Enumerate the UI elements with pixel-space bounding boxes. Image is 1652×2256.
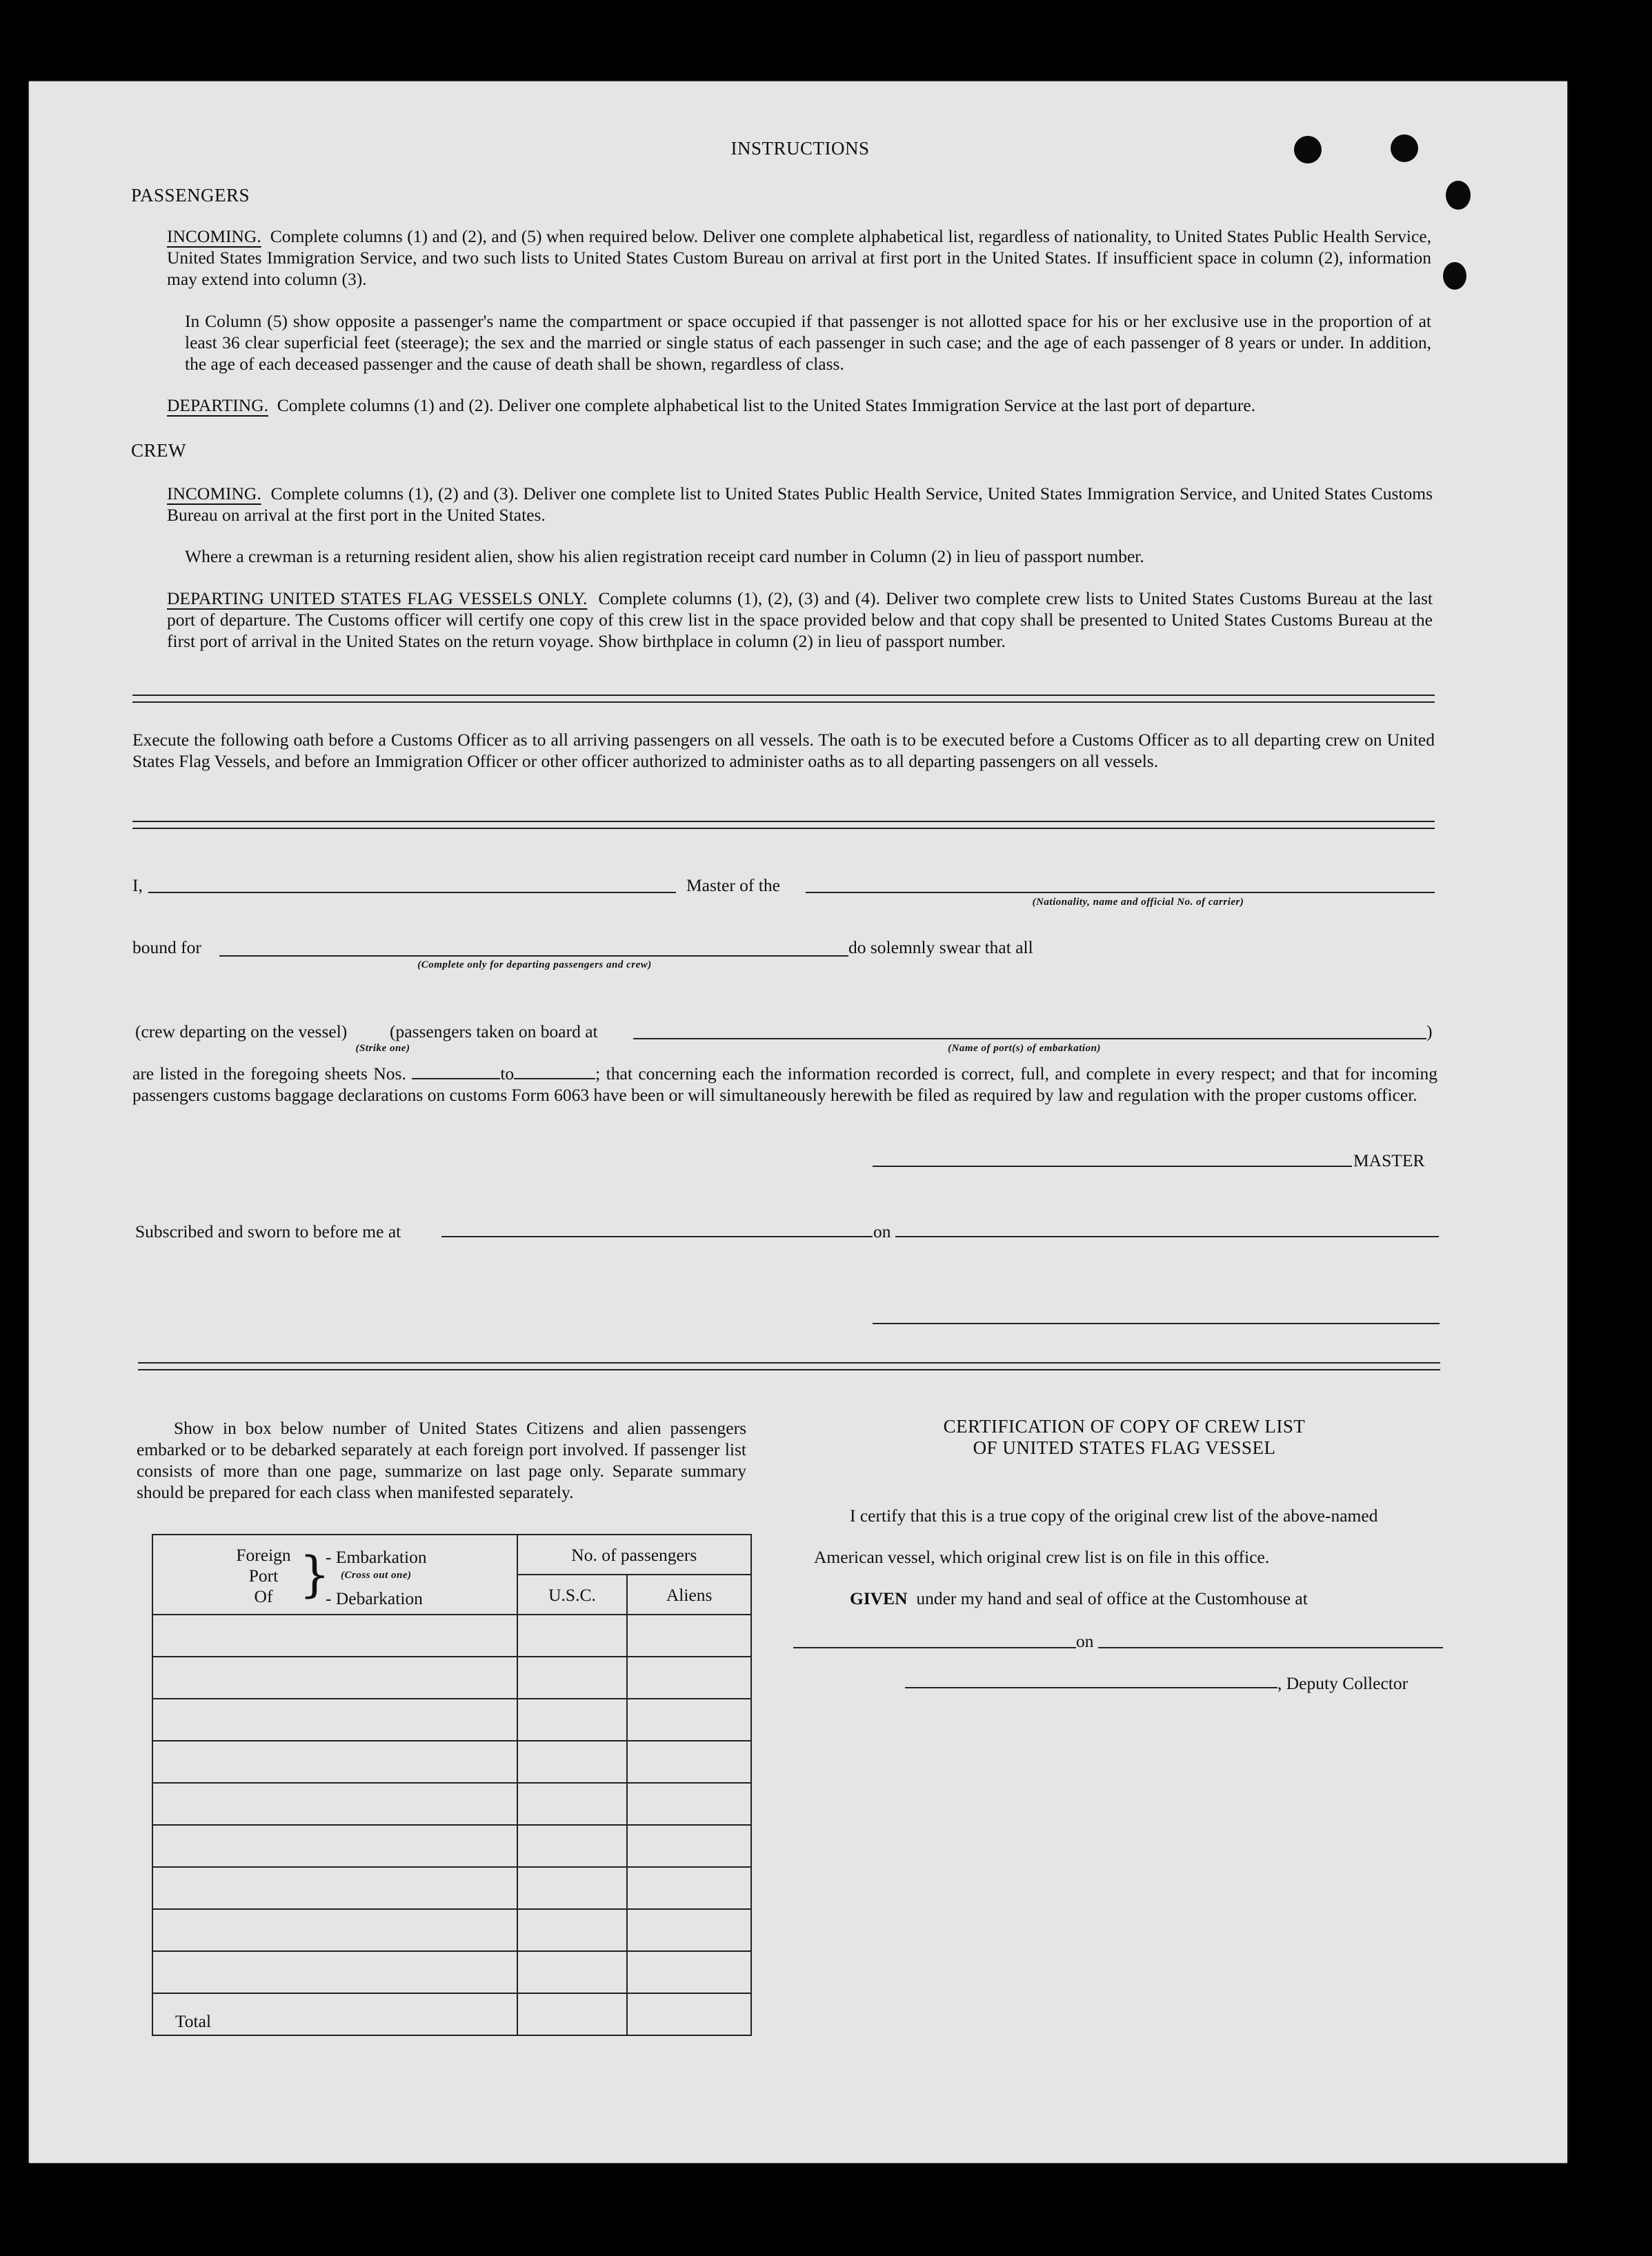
col-usc: U.S.C. xyxy=(517,1575,628,1615)
table-row xyxy=(152,1909,751,1951)
port-cell[interactable] xyxy=(152,1699,517,1741)
aliens-total-cell[interactable] xyxy=(627,1993,751,2035)
passengers-heading: PASSENGERS xyxy=(131,185,250,206)
total-label: Total xyxy=(152,1993,517,2035)
col-debarkation: - Debarkation xyxy=(326,1588,423,1608)
deputy-label: , Deputy Collector xyxy=(1277,1673,1409,1693)
table-row xyxy=(152,1615,751,1657)
crew-incoming-paragraph xyxy=(167,483,1433,526)
col-port: Port xyxy=(248,1566,279,1586)
given-text: under my hand and seal of office at the Customhouse at xyxy=(916,1588,1308,1608)
usc-cell[interactable] xyxy=(517,1867,628,1909)
punch-hole xyxy=(1446,181,1471,210)
sheets-statement xyxy=(132,1063,1437,1106)
aliens-cell[interactable] xyxy=(627,1657,751,1699)
subscribed-place-field[interactable] xyxy=(441,1236,873,1237)
crew-incoming-label: INCOMING. xyxy=(167,483,261,503)
certification-title-1: CERTIFICATION OF COPY OF CREW LIST xyxy=(943,1416,1306,1437)
crew-departing-label: (crew departing on the vessel) xyxy=(135,1021,348,1041)
col-of: Of xyxy=(254,1586,273,1606)
crew-heading: CREW xyxy=(131,440,186,461)
carrier-caption: (Nationality, name and official No. of carrier) xyxy=(1032,897,1244,908)
sheet-to-field[interactable] xyxy=(514,1064,595,1079)
table-row xyxy=(152,1951,751,1993)
aliens-cell[interactable] xyxy=(627,1741,751,1783)
master-signature-field[interactable] xyxy=(873,1166,1352,1167)
punch-hole xyxy=(1294,136,1322,163)
bound-caption: (Complete only for departing passengers and crew) xyxy=(417,959,652,970)
aliens-cell[interactable] xyxy=(627,1867,751,1909)
page-title: INSTRUCTIONS xyxy=(730,138,870,159)
passengers-incoming-text: Complete columns (1) and (2), and (5) when required below. Deliver one complete alphabetical list, regardless of nationality, to United States Public Health Service, United States Immigration Service, and two such lists to United States Custom Bureau on arrival at first port in the United States. If insufficient space in column (2), information may extend into column (3). xyxy=(167,226,1432,289)
embarkation-ports-field[interactable] xyxy=(633,1038,1426,1039)
port-cell[interactable] xyxy=(152,1783,517,1825)
brace-icon: } xyxy=(299,1546,330,1603)
customhouse-field[interactable] xyxy=(793,1647,1076,1648)
aliens-cell[interactable] xyxy=(627,1615,751,1657)
table-row xyxy=(152,1825,751,1867)
to-label: to xyxy=(500,1064,515,1084)
punch-hole xyxy=(1391,134,1418,162)
usc-total-cell[interactable] xyxy=(517,1993,628,2035)
officer-signature-field[interactable] xyxy=(873,1323,1440,1324)
i-label: I, xyxy=(132,875,143,895)
crew-departing-label: DEPARTING UNITED STATES FLAG VESSELS ONLY. xyxy=(167,588,588,608)
col-foreign: Foreign xyxy=(236,1545,291,1565)
usc-cell[interactable] xyxy=(517,1909,628,1951)
table-row xyxy=(152,1867,751,1909)
given-line xyxy=(850,1588,1308,1609)
ports-caption: (Name of port(s) of embarkation) xyxy=(948,1043,1101,1054)
divider xyxy=(132,821,1435,829)
passengers-incoming-paragraph xyxy=(167,226,1431,290)
divider xyxy=(132,695,1435,703)
deputy-signature-field[interactable] xyxy=(905,1687,1277,1688)
certification-on-label: on xyxy=(1076,1631,1094,1651)
port-cell[interactable] xyxy=(152,1909,517,1951)
column5-paragraph: In Column (5) show opposite a passenger's name the compartment or space occupied if that passenger is not allotted space for his or her exclusive use in the proportion of at least 36 clear superficial feet (steerage); the sex and the married or single status of each passenger in such case; and the age of each passenger of 8 years or under. In addition, the age of each deceased passenger and the cause of death shall be shown, regardless of class. xyxy=(185,311,1431,374)
usc-cell[interactable] xyxy=(517,1741,628,1783)
master-name-field[interactable] xyxy=(148,892,676,893)
table-row xyxy=(152,1741,751,1783)
aliens-cell[interactable] xyxy=(627,1951,751,1993)
aliens-cell[interactable] xyxy=(627,1825,751,1867)
crew-alien-paragraph: Where a crewman is a returning resident alien, show his alien registration receipt card number in Column (2) in lieu of passport number. xyxy=(185,546,1144,566)
bound-for-label: bound for xyxy=(132,937,201,957)
col-cross-out: (Cross out one) xyxy=(341,1570,412,1581)
summary-instructions: Show in box below number of United States Citizens and alien passengers embarked or to be debarked separately at each foreign port involved. If passenger list consists of more than one page, summarize on last page only. Separate summary should be prepared for each class when manifested separately. xyxy=(137,1418,746,1502)
table-row xyxy=(152,1657,751,1699)
usc-cell[interactable] xyxy=(517,1657,628,1699)
master-label: MASTER xyxy=(1353,1150,1425,1170)
bound-for-field[interactable] xyxy=(219,955,848,957)
port-header-cell xyxy=(152,1535,517,1615)
certify-line-2: American vessel, which original crew list is on file in this office. xyxy=(814,1547,1270,1567)
passengers-taken-label: (passengers taken on board at xyxy=(390,1021,598,1041)
aliens-cell[interactable] xyxy=(627,1783,751,1825)
total-row xyxy=(152,1993,751,2035)
given-label: GIVEN xyxy=(850,1588,908,1608)
passengers-departing-paragraph xyxy=(167,395,1433,416)
certification-title-2: OF UNITED STATES FLAG VESSEL xyxy=(973,1437,1276,1458)
oath-intro: Execute the following oath before a Customs Officer as to all arriving passengers on all vessels. The oath is to be executed before a Customs Officer as to all departing crew on United States Flag Vessels, and before an Immigration Officer or other officer authorized to administer oaths as to all departing passengers on all vessels. xyxy=(132,730,1435,771)
punch-hole xyxy=(1443,262,1466,290)
master-of-label: Master of the xyxy=(686,875,780,895)
usc-cell[interactable] xyxy=(517,1825,628,1867)
certification-date-field[interactable] xyxy=(1098,1647,1443,1648)
port-cell[interactable] xyxy=(152,1825,517,1867)
subscribed-label: Subscribed and sworn to before me at xyxy=(135,1221,401,1241)
col-passengers: No. of passengers xyxy=(517,1535,751,1575)
passengers-incoming-label: INCOMING. xyxy=(167,226,261,246)
certify-line-1: I certify that this is a true copy of the original crew list of the above-named xyxy=(850,1506,1378,1526)
port-cell[interactable] xyxy=(152,1741,517,1783)
usc-cell[interactable] xyxy=(517,1783,628,1825)
subscribed-on-label: on xyxy=(873,1221,891,1241)
usc-cell[interactable] xyxy=(517,1699,628,1741)
divider xyxy=(138,1362,1440,1370)
crew-departing-text: Complete columns (1), (2), (3) and (4). Deliver two complete crew lists to United States Customs Bureau at the last port of departure. The Customs officer will certify one copy of this crew list in the space provided below and that copy shall be presented to United States Customs Bureau at the first port of arrival in the United States on the return voyage. Show birthplace in column (2) in lieu of passport number. xyxy=(167,588,1433,651)
usc-cell[interactable] xyxy=(517,1615,628,1657)
crew-incoming-text: Complete columns (1), (2) and (3). Deliver one complete list to United States Public Health Service, United States Immigration Service, and United States Customs Bureau on arrival at the first port in the United States. xyxy=(167,483,1433,525)
ports-summary-table xyxy=(152,1534,752,2036)
statement-text: ; that concerning each the information recorded is correct, full, and complete in every respect; and that for incoming passengers customs baggage declarations on customs Form 6063 have been or will simultaneously herewith be filed as required by law and regulation with the proper customs officer. xyxy=(132,1064,1438,1105)
crew-departing-paragraph xyxy=(167,588,1433,652)
carrier-field[interactable] xyxy=(806,892,1435,893)
port-cell[interactable] xyxy=(152,1615,517,1657)
passengers-departing-text: Complete columns (1) and (2). Deliver one complete alphabetical list to the United States Immigration Service at the last port of departure. xyxy=(277,395,1256,415)
sheets-label: are listed in the foregoing sheets Nos. xyxy=(132,1064,406,1084)
sheet-from-field[interactable] xyxy=(412,1064,500,1079)
subscribed-date-field[interactable] xyxy=(895,1236,1439,1237)
close-paren: ) xyxy=(1426,1021,1433,1041)
port-cell[interactable] xyxy=(152,1951,517,1993)
col-embarkation: - Embarkation xyxy=(326,1547,427,1567)
col-aliens: Aliens xyxy=(627,1575,751,1615)
table-row xyxy=(152,1699,751,1741)
strike-caption: (Strike one) xyxy=(355,1043,410,1054)
aliens-cell[interactable] xyxy=(627,1909,751,1951)
port-cell[interactable] xyxy=(152,1657,517,1699)
usc-cell[interactable] xyxy=(517,1951,628,1993)
port-cell[interactable] xyxy=(152,1867,517,1909)
aliens-cell[interactable] xyxy=(627,1699,751,1741)
table-row xyxy=(152,1783,751,1825)
swear-label: do solemnly swear that all xyxy=(848,937,1033,957)
passengers-departing-label: DEPARTING. xyxy=(167,395,268,415)
